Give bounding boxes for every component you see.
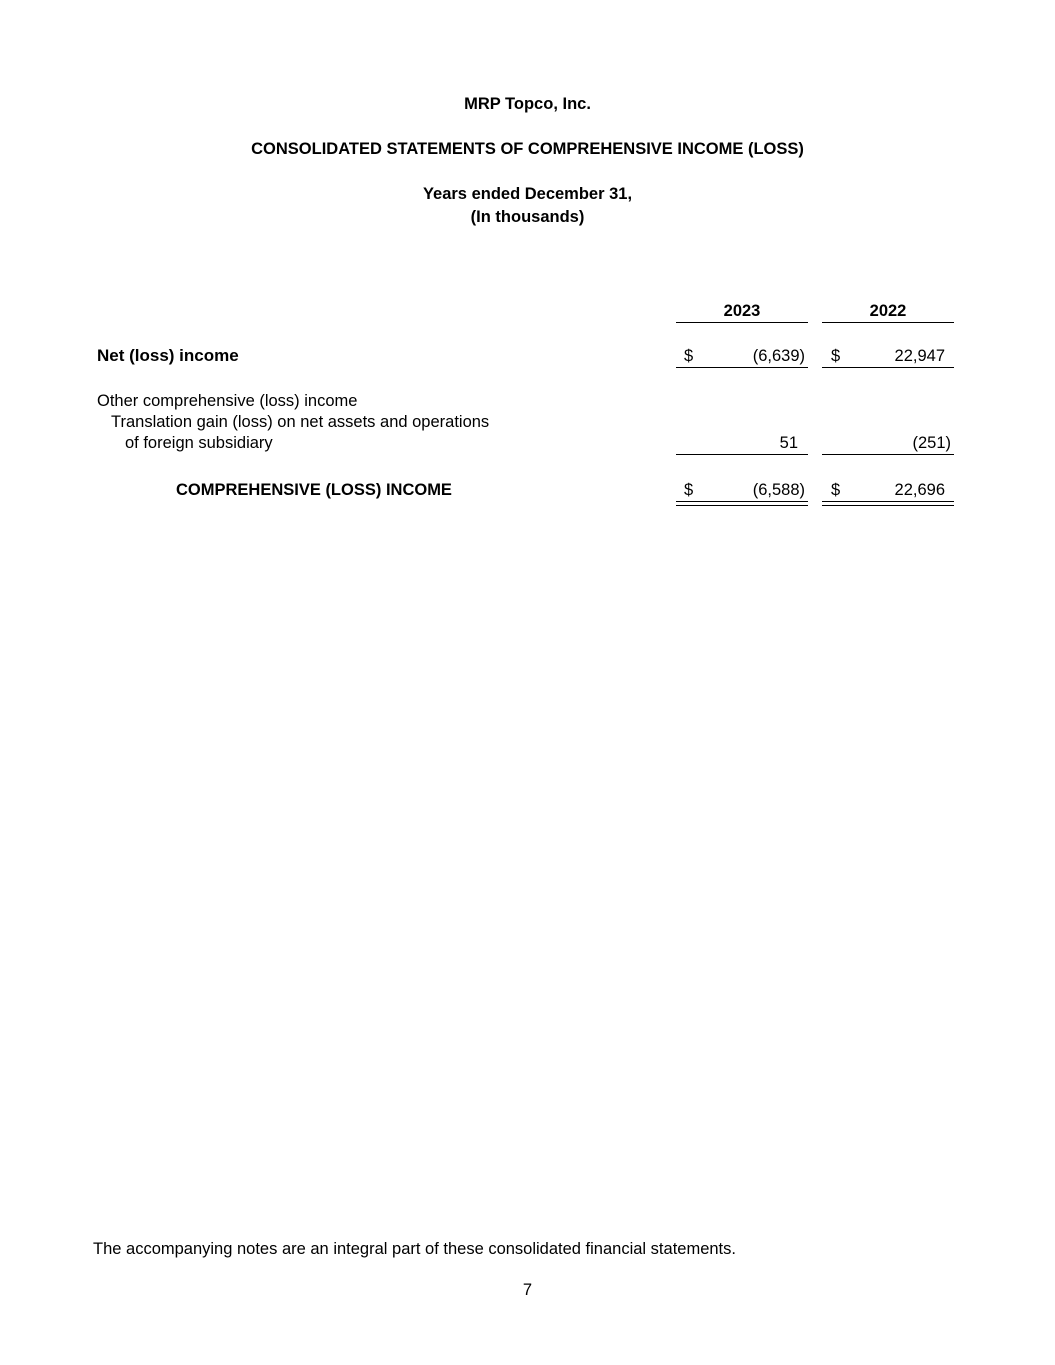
net-income-label: Net (loss) income	[97, 346, 239, 365]
comprehensive-value-2023: (6,588)	[752, 481, 805, 499]
oci-value-2023: 51	[779, 434, 798, 452]
column-header-2022: 2022	[869, 302, 907, 320]
comprehensive-currency-2023: $	[684, 481, 694, 499]
net-income-value-2023: (6,639)	[752, 347, 805, 365]
comprehensive-value-2022: 22,696	[894, 481, 945, 499]
net-income-value-2022: 22,947	[894, 347, 945, 365]
column-header-2023: 2023	[723, 302, 761, 320]
oci-value-2022: (251)	[912, 434, 951, 452]
oci-label: Other comprehensive (loss) income	[97, 392, 358, 410]
footer-note: The accompanying notes are an integral part of these consolidated financial statements.	[93, 1240, 736, 1258]
header-underline-2023	[676, 322, 808, 323]
comprehensive-income-label: COMPREHENSIVE (LOSS) INCOME	[176, 481, 452, 499]
statement-title: CONSOLIDATED STATEMENTS OF COMPREHENSIVE INCOME (LOSS)	[251, 140, 804, 158]
comprehensive-currency-2022: $	[831, 481, 841, 499]
oci-sub-label-1: Translation gain (loss) on net assets and operations	[111, 413, 490, 431]
company-name: MRP Topco, Inc.	[464, 95, 591, 113]
oci-underline-2022	[822, 454, 954, 455]
oci-sub-label-2: of foreign subsidiary	[125, 434, 273, 452]
comprehensive-double-underline-2022	[822, 501, 954, 506]
comprehensive-double-underline-2023	[676, 501, 808, 506]
oci-underline-2023	[676, 454, 808, 455]
net-income-currency-2022: $	[831, 347, 841, 365]
page-number: 7	[522, 1281, 533, 1299]
net-income-underline-2023	[676, 367, 808, 368]
units-label: (In thousands)	[470, 208, 585, 226]
period-label: Years ended December 31,	[422, 185, 633, 203]
header-underline-2022	[822, 322, 954, 323]
net-income-currency-2023: $	[684, 347, 694, 365]
net-income-underline-2022	[822, 367, 954, 368]
